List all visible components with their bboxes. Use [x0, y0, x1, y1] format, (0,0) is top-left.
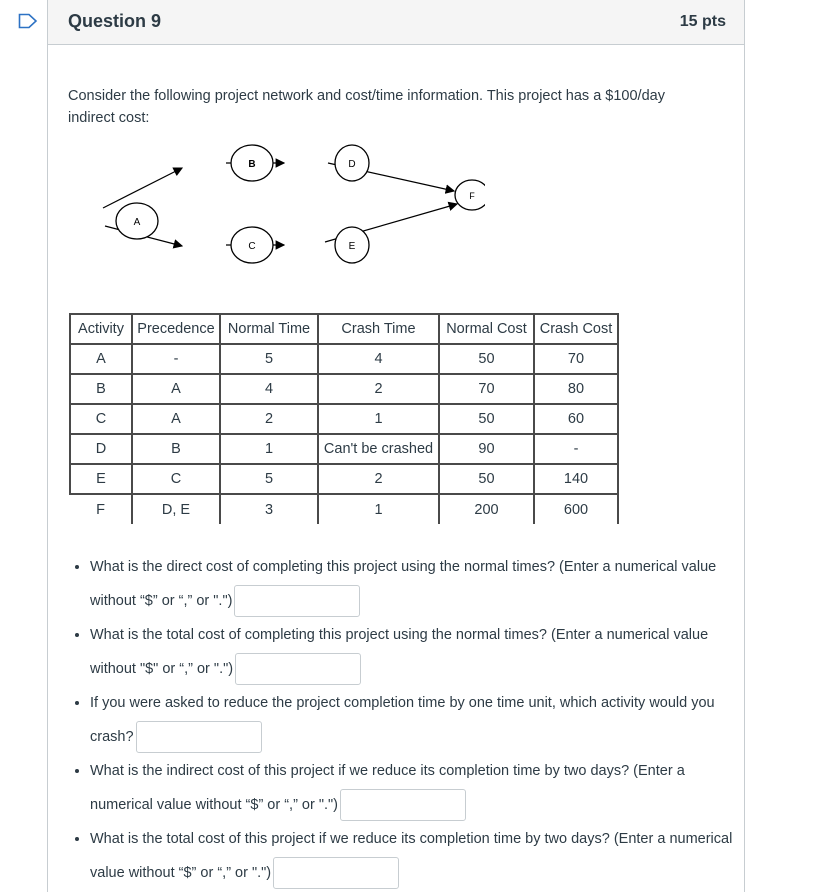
sub-question-text: What is the total cost of this project if we reduce its completion time by two days? (Enter a numerical value without “$” or “,” or ".")	[90, 831, 733, 881]
table-cell: 5	[220, 464, 318, 494]
node-d-label: D	[348, 159, 356, 170]
table-cell: C	[70, 404, 132, 434]
answer-input-indirect-cost[interactable]	[340, 789, 466, 821]
question-title: Question 9	[68, 11, 162, 31]
node-f	[455, 180, 485, 210]
table-cell: B	[132, 434, 220, 464]
sub-question-text: What is the direct cost of completing this project using the normal times? (Enter a numerical value without “$” or “,” or ".")	[90, 559, 717, 609]
table-cell: 600	[534, 494, 618, 524]
sub-question-text: What is the indirect cost of this project if we reduce its completion time by two days? (Enter a numerical value without “$” or “,” or ".")	[90, 763, 685, 813]
node-f-label: F	[469, 191, 475, 201]
table-cell: 50	[439, 344, 534, 374]
sub-question-total-cost-normal	[90, 618, 740, 686]
sub-question-text: If you were asked to reduce the project completion time by one time unit, which activity would you crash?	[90, 695, 715, 745]
table-cell: 50	[439, 404, 534, 434]
table-row	[70, 434, 618, 464]
sub-question-text: What is the total cost of completing this project using the normal times? (Enter a numerical value without "$" or “,” or ".")	[90, 627, 709, 677]
question-card	[47, 0, 745, 892]
table-cell: 80	[534, 374, 618, 404]
node-d	[335, 145, 369, 181]
table-cell: 5	[220, 344, 318, 374]
node-e	[335, 227, 369, 263]
node-a-label: A	[133, 217, 141, 228]
table-cell: 60	[534, 404, 618, 434]
col-crash-cost: Crash Cost	[534, 314, 618, 344]
table-cell: 1	[318, 494, 439, 524]
sub-question-direct-cost	[90, 550, 740, 618]
table-cell: A	[132, 404, 220, 434]
col-precedence: Precedence	[132, 314, 220, 344]
table-cell: -	[534, 434, 618, 464]
node-e-label: E	[348, 241, 356, 252]
sub-question-total-cost-crashed	[90, 822, 740, 890]
table-cell: 70	[534, 344, 618, 374]
table-row	[70, 404, 618, 434]
table-row	[70, 494, 618, 524]
question-points: 15 pts	[679, 13, 726, 30]
node-c-label: C	[248, 241, 256, 252]
answer-input-direct-cost[interactable]	[234, 585, 360, 617]
col-normal-time: Normal Time	[220, 314, 318, 344]
table-cell: 140	[534, 464, 618, 494]
table-cell: -	[132, 344, 220, 374]
table-cell: 50	[439, 464, 534, 494]
col-activity: Activity	[70, 314, 132, 344]
table-cell: Can't be crashed	[318, 434, 439, 464]
table-row	[70, 464, 618, 494]
table-cell: 3	[220, 494, 318, 524]
table-cell: 2	[220, 404, 318, 434]
sub-question-list	[68, 550, 740, 890]
table-cell: 1	[220, 434, 318, 464]
table-cell: E	[70, 464, 132, 494]
sub-question-indirect-cost	[90, 754, 740, 822]
node-b-label: B	[248, 159, 256, 170]
table-cell: 90	[439, 434, 534, 464]
table-cell: A	[132, 374, 220, 404]
table-cell: 4	[318, 344, 439, 374]
table-cell: 200	[439, 494, 534, 524]
question-header	[48, 0, 744, 45]
col-crash-time: Crash Time	[318, 314, 439, 344]
table-cell: D, E	[132, 494, 220, 524]
table-cell: B	[70, 374, 132, 404]
question-intro: Consider the following project network and cost/time information. This project has a $100/day indirect cost:	[68, 88, 665, 126]
project-network-diagram	[65, 138, 485, 278]
flag-question-icon[interactable]	[18, 13, 38, 29]
node-a	[116, 203, 158, 239]
table-cell: 2	[318, 374, 439, 404]
table-cell: 4	[220, 374, 318, 404]
sub-question-crash-activity	[90, 686, 740, 754]
col-normal-cost: Normal Cost	[439, 314, 534, 344]
table-cell: D	[70, 434, 132, 464]
table-cell: 1	[318, 404, 439, 434]
table-row	[70, 374, 618, 404]
table-cell: A	[70, 344, 132, 374]
table-row	[70, 344, 618, 374]
node-c	[231, 227, 273, 263]
table-cell: F	[70, 494, 132, 524]
table-cell: C	[132, 464, 220, 494]
answer-input-crash-activity[interactable]	[136, 721, 262, 753]
answer-input-total-cost-crashed[interactable]	[273, 857, 399, 889]
node-b	[231, 145, 273, 181]
table-cell: 2	[318, 464, 439, 494]
answer-input-total-cost-normal[interactable]	[235, 653, 361, 685]
table-header-row	[70, 314, 618, 344]
edge-a-b	[103, 168, 182, 208]
cost-time-table	[69, 313, 619, 524]
table-cell: 70	[439, 374, 534, 404]
